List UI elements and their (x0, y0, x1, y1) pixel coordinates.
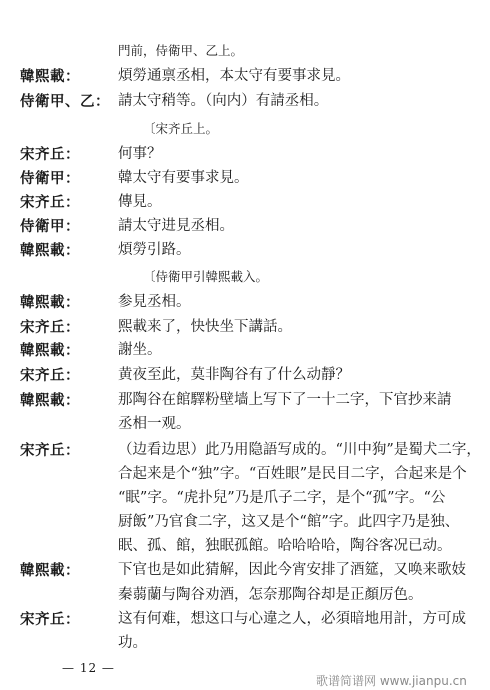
dialogue-text: 何事？ (118, 146, 162, 162)
dialogue-text: 請太守稍等。（向内）有請丞相。 (118, 93, 329, 109)
site-watermark: 歌谱简谱网 www.jianpu.cn (316, 674, 467, 688)
dialogue-text: 合起来是个“独”字。“百姓眼”是民目二字，合起来是个 (118, 466, 467, 482)
speaker-name: 宋齐丘： (20, 367, 80, 384)
dialogue-text: 黄夜至此，莫非陶谷有了什么动靜？ (118, 367, 350, 383)
dialogue-text: 傳見。 (118, 194, 162, 210)
dialogue-text: 功。 (118, 635, 147, 651)
stage-direction-text: 〔侍衛甲引韓熙載入。 (143, 269, 269, 284)
dialogue-text: 丞相一观。 (118, 416, 191, 432)
dialogue-text: “眠”字。“虎扑兒”乃是爪子二字，是个“孤”字。“公 (118, 490, 446, 506)
dialogue-text: 謝坐。 (118, 342, 162, 358)
dialogue-text: 下官也是如此猜解，因此今宵安排了酒筵，又唤来歌妓 (118, 562, 466, 578)
speaker-name: 宋齐丘： (20, 611, 80, 628)
dialogue-text: 熙載来了，快快坐下講話。 (118, 319, 292, 335)
speaker-name: 韓熙載： (20, 562, 80, 579)
speaker-name: 宋齐丘： (20, 319, 80, 336)
speaker-name: 侍衛甲： (20, 170, 80, 187)
page-number: — 12 — (62, 661, 115, 675)
speaker-name: 侍衛甲： (20, 218, 80, 235)
dialogue-text: 那陶谷在館驛粉壁墙上写下了一十二字，下官抄来請 (118, 392, 452, 408)
dialogue-text: 眠、孤、館，独眠孤館。哈哈哈哈，陶谷客况已动。 (118, 538, 452, 554)
stage-direction-text: 門前，侍衛甲、乙上。 (118, 43, 244, 58)
dialogue-text: 这有何难，想这口与心違之人，必須暗地用計，方可成 (118, 611, 466, 627)
speaker-name: 宋齐丘： (20, 146, 80, 163)
speaker-name: 韓熙載： (20, 294, 80, 311)
speaker-name: 宋齐丘： (20, 442, 80, 459)
speaker-name: 韓熙載： (20, 392, 80, 409)
dialogue-text: 煩勞通禀丞相，本太守有要事求見。 (118, 68, 350, 84)
speaker-name: 侍衛甲、乙： (20, 93, 110, 110)
dialogue-text: 秦蒻蘭与陶谷劝酒，怎奈那陶谷却是正顏厉色。 (118, 587, 423, 603)
dialogue-text: 厨飯”乃官食二字，这又是个“館”字。此四字乃是独、 (118, 514, 460, 530)
dialogue-text: 請太守进見丞相。 (118, 218, 234, 234)
speaker-name: 韓熙載： (20, 342, 80, 359)
speaker-name: 韓熙載： (20, 68, 80, 85)
dialogue-text: （边看边思）此乃用隐語写成的。“川中狗”是蜀犬二字， (118, 442, 481, 458)
speaker-name: 宋齐丘： (20, 194, 80, 211)
stage-direction-text: 〔宋齐丘上。 (143, 121, 219, 136)
dialogue-text: 韓太守有要事求見。 (118, 170, 249, 186)
speaker-name: 韓熙載： (20, 242, 80, 259)
dialogue-text: 参見丞相。 (118, 294, 191, 310)
dialogue-text: 煩勞引路。 (118, 242, 191, 258)
